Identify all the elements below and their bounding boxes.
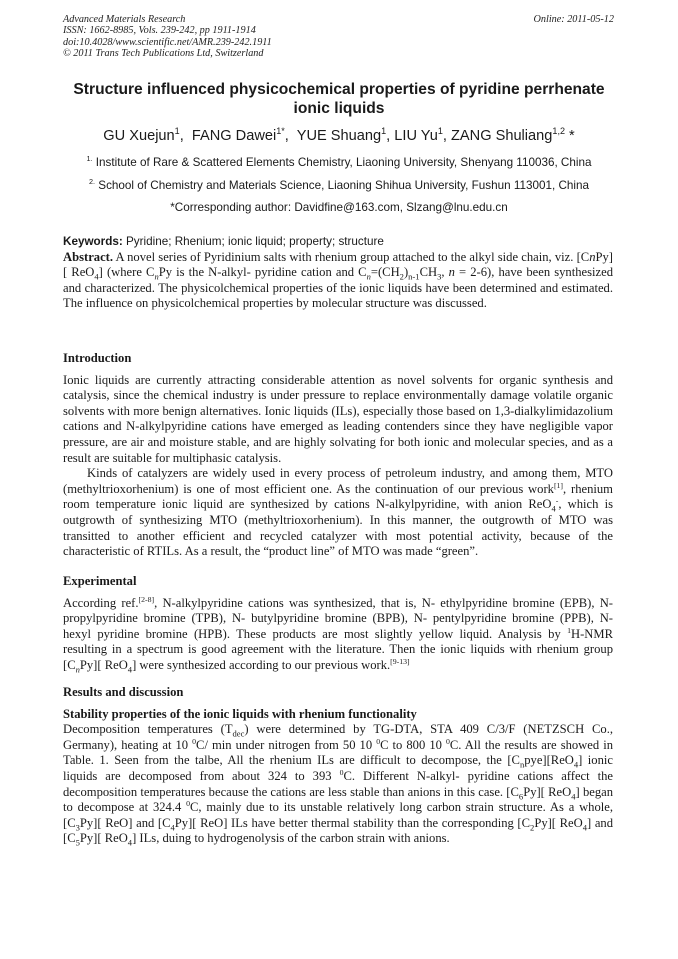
- author-name: ZANG Shuliang: [451, 128, 553, 144]
- superscript: -: [555, 496, 559, 506]
- paragraph: [63, 722, 613, 847]
- paragraph-text: ) were determined by TG-DTA, STA 409 C/3/F (NETZSCH Co., Germany), heating at 10: [63, 722, 613, 752]
- paragraph-text: According ref.: [63, 595, 139, 610]
- author-separator: ,: [386, 128, 391, 144]
- subscript: 4: [571, 791, 576, 802]
- citation: [1]: [553, 480, 564, 490]
- corresponding-star: *: [564, 128, 575, 144]
- subscript: 5: [75, 837, 80, 848]
- title-line-1: Structure influenced physicochemical properties of pyridine perrhenate: [73, 81, 605, 98]
- subscript: 4: [94, 271, 99, 282]
- paragraph-text: ] and [C: [63, 815, 614, 846]
- keywords-text: Pyridine; Rhenium; ionic liquid; property; structure: [126, 235, 384, 248]
- paragraph-text: H-NMR resulting in a spectrum is good agreement with the literature. Then the ionic liquids with rhenium group [C: [63, 626, 613, 672]
- paragraph: Ionic liquids are currently attracting considerable attention as novel solvents for organic synthesis and catalysis, since the chemical industry is under pressure to replace environmentally damage volatile organic solvents with more benign alternatives. Ionic liquids (ILs), especially those based on 1,3-dialkylimidazolium cations and N-alkylpyridine cations have emerged as leading contenders since they have negligible vapor pressure, are air and moisture stable, and are highly solvating for both ionic and molecular species, and as a result are suitable for multiphasic catalysis.: [63, 372, 613, 465]
- affiliation-text: Institute of Rare & Scattered Elements Chemistry, Liaoning University, Shenyang 110036, China: [95, 156, 592, 169]
- author-name: GU Xuejun: [103, 128, 175, 144]
- paragraph-text: C to 800 10: [380, 737, 446, 752]
- abstract-text: CH: [419, 265, 438, 280]
- paragraph-text: ] were synthesized according to our previous work.: [132, 657, 391, 672]
- paragraph-text: pye][ReO: [524, 753, 574, 768]
- corresponding-author: *Corresponding author: Davidfine@163.com, Slzang@lnu.edu.cn: [170, 201, 508, 214]
- abstract-text: ] (where C: [98, 265, 155, 280]
- abstract-text: ,: [441, 265, 449, 280]
- author-separator: ,: [179, 128, 184, 144]
- subscript: 4: [127, 664, 133, 675]
- superscript: 0: [445, 736, 450, 746]
- subsection-heading: Stability properties of the ionic liquids with rhenium functionality: [63, 706, 417, 721]
- paragraph-text: Decomposition temperatures (T: [63, 722, 233, 737]
- results-section: [63, 685, 613, 847]
- paragraph-text: ] began to decompose at 324.4: [63, 784, 614, 815]
- author-affil-mark: 1,2: [552, 126, 565, 137]
- author-name: FANG Dawei: [191, 128, 277, 144]
- subscript: 4: [170, 822, 175, 833]
- subscript: 4: [582, 822, 587, 833]
- superscript: 0: [339, 767, 344, 777]
- paragraph-text: , which is outgrowth of synthesizing MTO (methyltrioxorhenium). In this manner, the outgrowth of MTO was transitted to another efficient and recycled catalyzer with most potential activity, because of the characteristic of RTILs. As a result, the “product line” of MTO was made “green”.: [63, 497, 614, 559]
- superscript: 0: [376, 736, 381, 746]
- section-heading: Experimental: [63, 574, 137, 588]
- author-affil-mark: 1*: [276, 126, 285, 137]
- affiliation-number: 2.: [88, 177, 96, 187]
- author-separator: ,: [284, 128, 289, 144]
- title-line-2: ionic liquids: [293, 100, 385, 117]
- paragraph-text: Py][ ReO: [174, 815, 224, 830]
- paragraph-text: Py][ ReO: [79, 831, 128, 846]
- keywords-label: Keywords:: [63, 235, 123, 248]
- abstract-label: Abstract.: [63, 249, 114, 264]
- copyright-line: © 2011 Trans Tech Publications Ltd, Switzerland: [63, 48, 264, 60]
- subscript: 4: [551, 503, 556, 514]
- superscript: 0: [186, 798, 190, 808]
- author-affil-mark: 1: [381, 126, 387, 137]
- subscript-n: n: [154, 271, 159, 282]
- subscript: 2: [399, 271, 404, 282]
- issn-line: ISSN: 1662-8985, Vols. 239-242, pp 1911-1914: [63, 25, 256, 37]
- subscript: dec: [232, 728, 245, 739]
- doi-line: doi:10.4028/www.scientific.net/AMR.239-242.1911: [63, 36, 272, 48]
- paragraph-text: , rhenium room temperature ionic liquid are synthesized by cations N-alkylpyridine, with anion ReO: [63, 481, 613, 512]
- subscript-n: n: [366, 271, 371, 282]
- paragraph-text: ] ionic liquids are decomposed from about 324 to 393: [63, 753, 613, 783]
- paragraph-text: Py][ ReO: [79, 815, 129, 830]
- paragraph: [63, 466, 613, 560]
- citation: [9-13]: [390, 656, 410, 666]
- subscript: 3: [75, 822, 80, 833]
- paragraph: [63, 596, 613, 674]
- paper-title: [50, 80, 628, 118]
- subscript-n: n: [589, 249, 596, 264]
- abstract-text: Py is the N-alkyl- pyridine cation and C: [158, 265, 367, 280]
- journal-header: [63, 14, 272, 60]
- keywords: [63, 234, 613, 250]
- subscript: 2: [530, 822, 535, 833]
- paragraph-text: Py][ ReO: [534, 815, 583, 830]
- section-heading: Results and discussion: [63, 685, 184, 699]
- superscript: 0: [192, 736, 197, 746]
- section-heading: Introduction: [63, 351, 132, 365]
- subscript: 3: [437, 271, 442, 282]
- abstract: [63, 250, 613, 312]
- affiliation-2: [30, 179, 648, 193]
- author-separator: ,: [442, 128, 447, 144]
- italic-n: n: [448, 265, 455, 280]
- paragraph-text: C. All the results are showed in Table. 1. Seen from the talbe, All the rhenium ILs are difficult to decompose, the [C: [63, 737, 614, 768]
- affiliation-text: School of Chemistry and Materials Science, Liaoning Shihua University, Fushun 113001, China: [98, 179, 589, 192]
- paragraph-text: C/ min under nitrogen from 50 10: [196, 737, 377, 752]
- keywords-and-abstract: [63, 234, 613, 312]
- paragraph-text: , N-alkylpyridine cations was synthesized, that is, N- ethylpyridine bromine (EPB), N- propylpyridine bromine (TPB), N- butylpyridine bromine (BPB), N- pentylpyridine bromine (PPB), N- hexyl pyridine bromine (HPB). These products are most slightly yellow liquid. Analysis by: [63, 595, 613, 641]
- subscript: n: [519, 759, 525, 770]
- superscript: 1: [567, 625, 572, 635]
- paragraph-text: ] ILs, duing to hydrogenolysis of the carbon strain with anions.: [132, 831, 450, 846]
- author-list: [30, 127, 648, 145]
- abstract-text: Py][ ReO: [63, 249, 613, 280]
- affiliation-1: [30, 156, 648, 170]
- experimental-section: [63, 574, 613, 674]
- paragraph-text: C. Different N-alkyl- pyridine cations affect the decomposition temperatures because the cations are less stable than anions in this case. [C: [63, 768, 613, 799]
- abstract-text: ): [403, 265, 409, 280]
- abstract-text: A novel series of Pyridinium salts with rhenium group attached to the alkyl side chain, viz. [C: [115, 249, 590, 264]
- subscript: n-1: [408, 271, 420, 282]
- paragraph-text: Py][ ReO: [79, 657, 128, 672]
- affiliation-number: 1.: [86, 154, 93, 164]
- paragraph-text: Kinds of catalyzers are widely used in every process of petroleum industry, and among them, MTO (methyltrioxorhenium) is one of most efficient one. As the continuation of our previous work: [63, 466, 613, 496]
- abstract-text: = 2-6), have been synthesized and characterized. The physicolchemical properties of the ionic liquids have been determined and estimated. The influence on physicolchemical properties by molecular structure was discussed.: [63, 265, 613, 311]
- author-name: YUE Shuang: [296, 128, 382, 144]
- citation: [2-8]: [138, 594, 155, 604]
- author-affil-mark: 1: [437, 126, 443, 137]
- subscript-n: n: [75, 664, 80, 675]
- subscript: 4: [573, 759, 579, 770]
- journal-name: Advanced Materials Research: [63, 14, 186, 25]
- author-affil-mark: 1: [174, 126, 180, 137]
- paragraph-text: C, mainly due to its unstable relatively long carbon strain structure. As a whole, [C: [63, 800, 614, 830]
- subscript: 6: [518, 791, 524, 802]
- introduction-section: [63, 351, 613, 560]
- abstract-text: =(CH: [370, 265, 400, 280]
- author-name: LIU Yu: [394, 128, 438, 144]
- paragraph-text: ] and [C: [128, 815, 171, 830]
- paragraph-text: Py][ ReO: [523, 784, 572, 799]
- online-date: Online: 2011-05-12: [533, 14, 614, 25]
- subscript: 4: [127, 837, 133, 848]
- paragraph-text: ] ILs have better thermal stability than the corresponding [C: [223, 815, 531, 830]
